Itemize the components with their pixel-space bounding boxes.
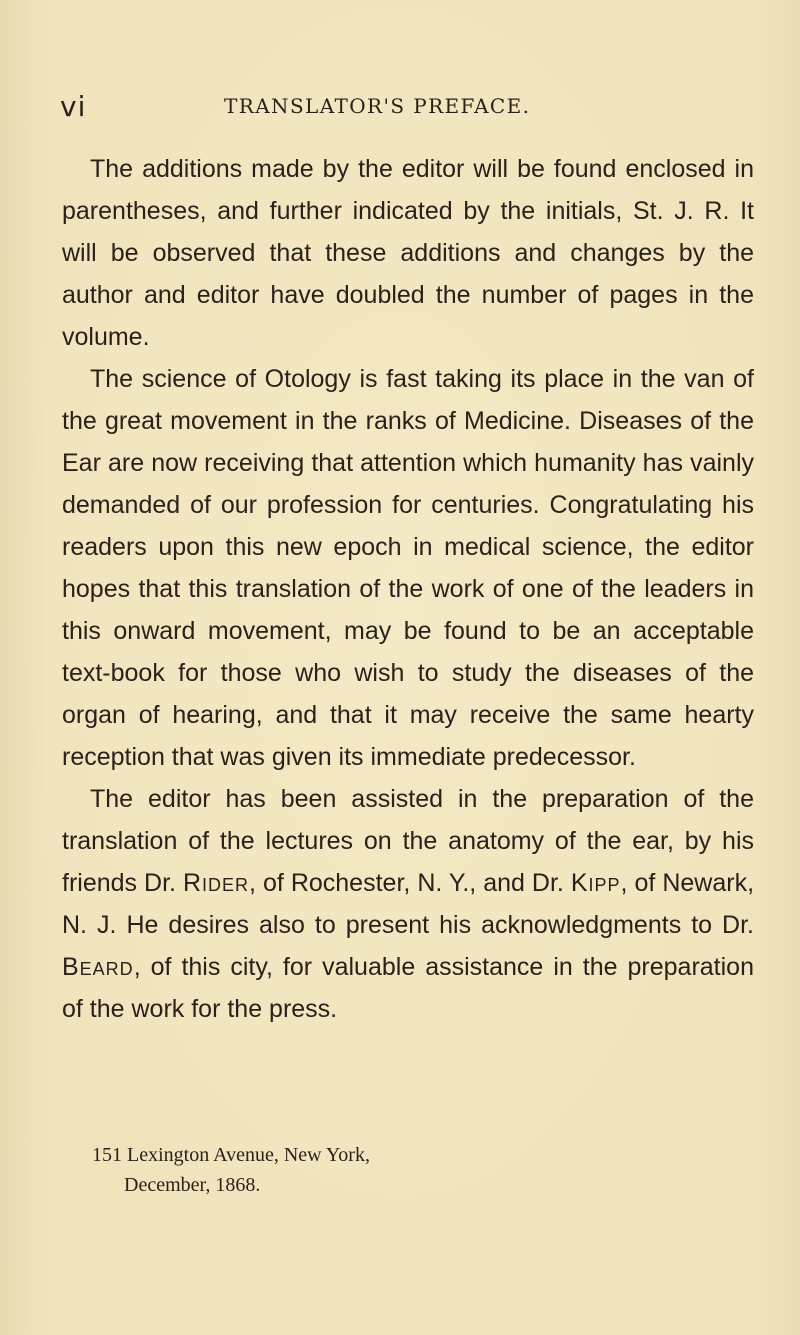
name-kipp: Kipp <box>570 869 621 897</box>
name-beard: Beard <box>62 953 134 981</box>
paragraph-3-text-a: The editor has been assisted in the preparation of the translation of the lectures on the anatomy of the ear, by his friends Dr. <box>62 785 754 897</box>
running-head: TRANSLATOR'S PREFACE. <box>224 94 531 118</box>
paragraph-3-text-c: , of Newark, N. J. He desires also to present his acknowledgments to Dr. <box>62 869 755 939</box>
signoff-date: December, 1868. <box>124 1174 261 1196</box>
name-rider: Rider <box>182 869 250 897</box>
body-text <box>62 148 754 1030</box>
paragraph-2: The science of Otology is fast taking its place in the van of the great movement in the ranks of Medicine. Diseases of the Ear are now receiving that attention which humanity has vainly demanded of our profession for centuries. Congratulating his readers upon this new epoch in medical science, the editor hopes that this translation of the work of one of the leaders in this onward movement, may be found to be an acceptable text-book for those who wish to study the diseases of the organ of hearing, and that it may receive the same hearty reception that was given its immediate predecessor. <box>62 365 754 771</box>
page-number: vi <box>60 90 87 123</box>
paragraph-3 <box>62 778 754 1030</box>
signoff-address: 151 Lexington Avenue, New York, <box>92 1144 370 1166</box>
page-header <box>60 88 760 128</box>
paragraph-3-text-b: , of Rochester, N. Y., and Dr. <box>249 869 564 897</box>
signoff <box>62 1140 370 1200</box>
paragraph-1: The additions made by the editor will be found enclosed in parentheses, and further indicated by the initials, St. J. R. It will be observed that these additions and changes by the author and editor have doubled the number of pages in the volume. <box>62 155 754 351</box>
paragraph-3-text-d: , of this city, for valuable assistance in the preparation of the work for the press. <box>62 953 754 1023</box>
